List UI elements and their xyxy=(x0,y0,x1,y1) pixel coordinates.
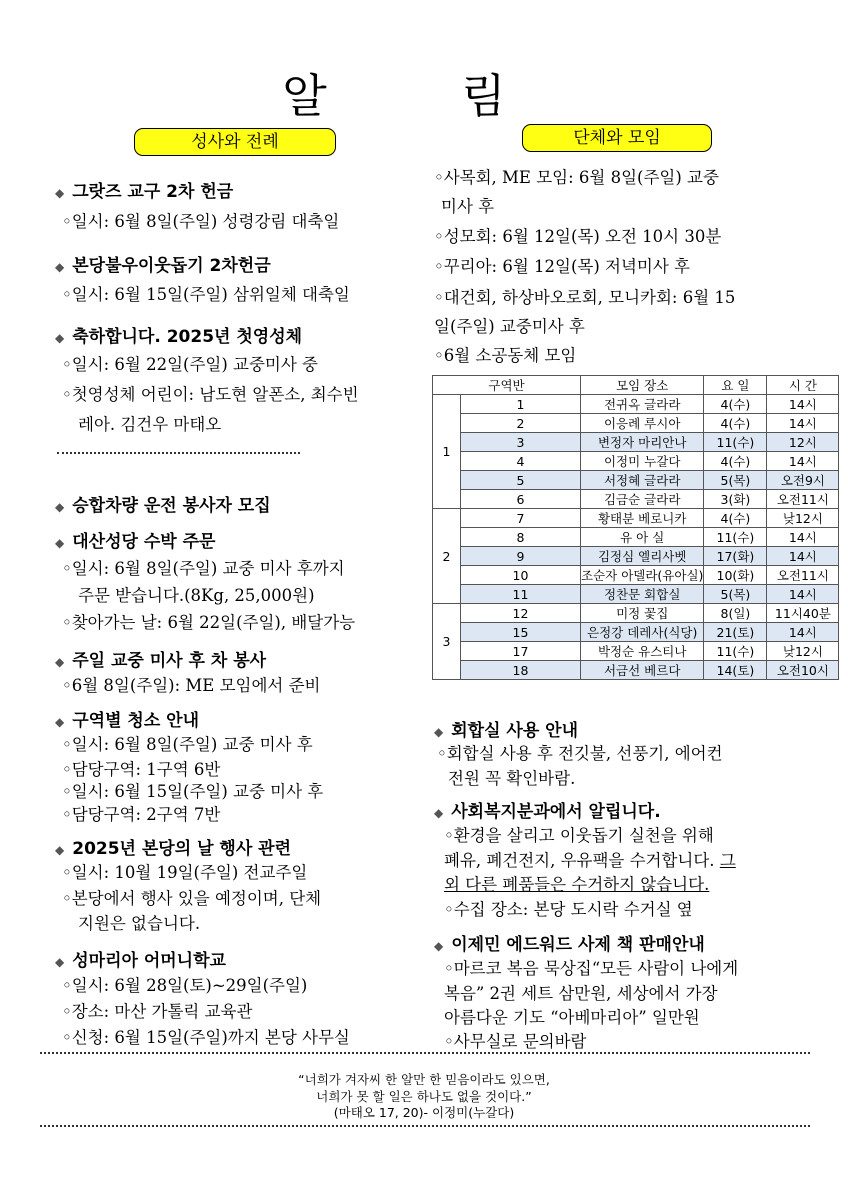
table-cell: 유 아 실 xyxy=(581,528,704,547)
quote-citation: (마태오 17, 20)- 이정미(누갈다) xyxy=(333,1105,515,1120)
table-cell: 오전9시 xyxy=(767,471,839,490)
section-label-groups: 단체와 모임 xyxy=(522,124,712,152)
table-cell: 전귀옥 글라라 xyxy=(581,395,704,414)
text-line: ◦일시: 6월 8일(주일) 교중 미사 후 xyxy=(62,735,313,754)
table-cell: 5 xyxy=(461,471,581,490)
table-cell: 5(목) xyxy=(704,471,767,490)
text-line: 일(주일) 교중미사 후 xyxy=(434,317,585,336)
text-line: ◦사목회, ME 모임: 6월 8일(주일) 교중 xyxy=(434,168,719,187)
table-cell: 오전11시 xyxy=(767,490,839,509)
table-row xyxy=(433,471,839,490)
table-cell: 15 xyxy=(461,623,581,642)
table-cell: 오전11시 xyxy=(767,566,839,585)
text-line: ◦첫영성체 어린이: 남도현 알폰소, 최수빈 xyxy=(62,385,359,404)
text-line: 아름다운 기도 “아베마리아” 일만원 xyxy=(444,1008,700,1027)
table-header-cell: 구역반 xyxy=(433,376,581,395)
table-cell: 14시 xyxy=(767,452,839,471)
text-line: ◦수집 장소: 본당 도시락 수거실 옆 xyxy=(444,900,693,919)
section-label-liturgy: 성사와 전례 xyxy=(134,128,336,156)
table-cell: 낮12시 xyxy=(767,509,839,528)
arrow-bullet-icon: ◆ xyxy=(55,715,65,729)
table-cell: 10(화) xyxy=(704,566,767,585)
table-cell: 3 xyxy=(461,433,581,452)
text-line: ◦일시: 10월 19일(주일) 전교주일 xyxy=(62,863,308,882)
table-row xyxy=(433,528,839,547)
text-line: 폐유, 폐건전지, 우유팩을 수거합니다. 그 xyxy=(444,851,736,870)
arrow-bullet-icon: ◆ xyxy=(55,500,65,514)
table-cell: 10 xyxy=(461,566,581,585)
text-line: ◦꾸리아: 6월 12일(목) 저녁미사 후 xyxy=(434,257,690,276)
heading-meeting-room: ◆ 회합실 사용 안내 xyxy=(434,721,579,741)
quote-line-1: “너희가 겨자씨 한 알만 한 믿음이라도 있으면, xyxy=(298,1072,550,1087)
text-line: ◦장소: 마산 가톨릭 교육관 xyxy=(62,1002,253,1021)
table-cell: 18 xyxy=(461,661,581,680)
table-cell: 5(목) xyxy=(704,585,767,604)
heading-watermelon-order: ◆ 대산성당 수박 주문 xyxy=(55,532,216,552)
text-line: 전원 꼭 확인바람. xyxy=(448,769,576,788)
dotted-divider-bottom xyxy=(40,1125,810,1127)
table-cell: 12시 xyxy=(767,433,839,452)
text-line: ◦6월 소공동체 모임 xyxy=(434,346,577,365)
text-line: ◦환경을 살리고 이웃돕기 실천을 위해 xyxy=(444,826,714,845)
table-row xyxy=(433,661,839,680)
page-title: 알 림 xyxy=(282,69,566,123)
heading-cleaning: ◆ 구역별 청소 안내 xyxy=(55,711,200,731)
table-cell: 14시 xyxy=(767,585,839,604)
table-row xyxy=(433,452,839,471)
arrow-bullet-icon: ◆ xyxy=(434,806,444,820)
table-cell: 김금순 글라라 xyxy=(581,490,704,509)
text-line: ◦일시: 6월 8일(주일) 교중 미사 후까지 xyxy=(62,559,345,578)
table-cell: 14시 xyxy=(767,623,839,642)
text-line: ◦6월 8일(주일): ME 모임에서 준비 xyxy=(62,676,321,695)
table-cell: 김정심 엘리사벳 xyxy=(581,547,704,566)
text-line: 주문 받습니다.(8Kg, 25,000원) xyxy=(78,586,315,605)
table-cell: 이정미 누갈다 xyxy=(581,452,704,471)
small-community-schedule-table xyxy=(432,375,839,680)
text-line: ◦일시: 6월 28일(토)~29일(주일) xyxy=(62,976,308,995)
text-line: 미사 후 xyxy=(441,197,495,216)
text-line: ◦사무실로 문의바람 xyxy=(444,1032,587,1051)
heading-tea-service: ◆ 주일 교중 미사 후 차 봉사 xyxy=(55,651,267,671)
table-cell: 조순자 아델라(유아실) xyxy=(581,566,704,585)
table-row xyxy=(433,395,839,414)
table-cell: 14시 xyxy=(767,414,839,433)
heading-diocese-collection: ◆ 그랏즈 교구 2차 헌금 xyxy=(55,182,234,202)
table-cell: 1 xyxy=(461,395,581,414)
dotted-divider xyxy=(57,452,300,454)
table-cell: 4(수) xyxy=(704,414,767,433)
text-line: ◦마르코 복음 묵상집“모든 사람이 나에게 xyxy=(444,959,739,978)
arrow-bullet-icon: ◆ xyxy=(434,725,444,739)
text-line: ◦찾아가는 날: 6월 22일(주일), 배달가능 xyxy=(62,613,356,632)
table-cell: 미정 꽃집 xyxy=(581,604,704,623)
table-cell: 21(토) xyxy=(704,623,767,642)
table-cell: 낮12시 xyxy=(767,642,839,661)
table-cell: 3(화) xyxy=(704,490,767,509)
arrow-bullet-icon: ◆ xyxy=(55,536,65,550)
arrow-bullet-icon: ◆ xyxy=(55,655,65,669)
arrow-bullet-icon: ◆ xyxy=(55,186,65,200)
text-line: ◦일시: 6월 8일(주일) 성령강림 대축일 xyxy=(62,212,340,231)
table-cell: 이응례 루시아 xyxy=(581,414,704,433)
table-cell: 8(일) xyxy=(704,604,767,623)
table-row xyxy=(433,414,839,433)
table-cell: 4(수) xyxy=(704,509,767,528)
table-cell: 4(수) xyxy=(704,395,767,414)
table-row xyxy=(433,585,839,604)
table-cell: 4(수) xyxy=(704,452,767,471)
table-header-row xyxy=(433,376,839,395)
table-cell: 2 xyxy=(461,414,581,433)
zone-cell: 2 xyxy=(433,509,461,604)
text-line: ◦담당구역: 2구역 7반 xyxy=(62,805,221,824)
text-line: ◦대건회, 하상바오로회, 모니카회: 6월 15 xyxy=(434,288,736,307)
text-line: ◦일시: 6월 15일(주일) 삼위일체 대축일 xyxy=(62,285,350,304)
zone-cell: 3 xyxy=(433,604,461,680)
table-cell: 14시 xyxy=(767,528,839,547)
table-row xyxy=(433,642,839,661)
table-cell: 은정강 데레사(식당) xyxy=(581,623,704,642)
table-cell: 8 xyxy=(461,528,581,547)
arrow-bullet-icon: ◆ xyxy=(55,955,65,969)
text-line: 레아. 김건우 마태오 xyxy=(78,415,222,434)
table-row xyxy=(433,490,839,509)
table-cell: 서금선 베르다 xyxy=(581,661,704,680)
table-header-cell: 시 간 xyxy=(767,376,839,395)
quote-line-2: 너희가 못 할 일은 하나도 없을 것이다.” xyxy=(316,1089,532,1104)
table-cell: 11시40분 xyxy=(767,604,839,623)
table-cell: 17 xyxy=(461,642,581,661)
table-cell: 변정자 마리안나 xyxy=(581,433,704,452)
text-line: ◦회합실 사용 후 전깃불, 선풍기, 에어컨 xyxy=(437,744,723,763)
heading-first-communion: ◆ 축하합니다. 2025년 첫영성체 xyxy=(55,327,303,347)
heading-driver-volunteers: ◆ 승합차량 운전 봉사자 모집 xyxy=(55,496,271,516)
arrow-bullet-icon: ◆ xyxy=(434,939,444,953)
table-row xyxy=(433,509,839,528)
table-cell: 14시 xyxy=(767,547,839,566)
table-row xyxy=(433,604,839,623)
table-cell: 황태분 베로니카 xyxy=(581,509,704,528)
table-cell: 11(수) xyxy=(704,528,767,547)
heading-book-sale: ◆ 이제민 에드워드 사제 책 판매안내 xyxy=(434,935,705,955)
heading-parish-day: ◆ 2025년 본당의 날 행사 관련 xyxy=(55,839,292,859)
table-header-cell: 모임 장소 xyxy=(581,376,704,395)
zone-cell: 1 xyxy=(433,395,461,509)
text-line-underlined: 외 다른 폐품들은 수거하지 않습니다. xyxy=(444,875,710,894)
table-cell: 11(수) xyxy=(704,642,767,661)
table-cell: 11(수) xyxy=(704,433,767,452)
table-cell: 9 xyxy=(461,547,581,566)
text-line: 복음” 2권 세트 삼만원, 세상에서 가장 xyxy=(444,984,718,1003)
text-line: ◦신청: 6월 15일(주일)까지 본당 사무실 xyxy=(62,1028,350,1047)
text-line: ◦담당구역: 1구역 6반 xyxy=(62,760,221,779)
table-cell: 14시 xyxy=(767,395,839,414)
text-line: ◦일시: 6월 22일(주일) 교중미사 중 xyxy=(62,355,318,374)
text-line: ◦일시: 6월 15일(주일) 교중 미사 후 xyxy=(62,782,324,801)
arrow-bullet-icon: ◆ xyxy=(55,843,65,857)
heading-mothers-school: ◆ 성마리아 어머니학교 xyxy=(55,951,226,971)
table-cell: 정찬문 회합실 xyxy=(581,585,704,604)
table-cell: 서정혜 글라라 xyxy=(581,471,704,490)
table-cell: 박정순 유스티나 xyxy=(581,642,704,661)
table-cell: 12 xyxy=(461,604,581,623)
table-cell: 17(화) xyxy=(704,547,767,566)
table-cell: 4 xyxy=(461,452,581,471)
table-cell: 7 xyxy=(461,509,581,528)
table-cell: 6 xyxy=(461,490,581,509)
text-line: ◦본당에서 행사 있을 예정이며, 단체 xyxy=(62,889,322,908)
table-cell: 11 xyxy=(461,585,581,604)
table-header-cell: 요 일 xyxy=(704,376,767,395)
text-line: 지원은 없습니다. xyxy=(78,914,201,933)
heading-social-welfare: ◆ 사회복지분과에서 알립니다. xyxy=(434,802,661,822)
arrow-bullet-icon: ◆ xyxy=(55,260,65,274)
text-line: ◦성모회: 6월 12일(목) 오전 10시 30분 xyxy=(434,227,722,246)
heading-charity-collection: ◆ 본당불우이웃돕기 2차헌금 xyxy=(55,256,271,276)
table-cell: 14(토) xyxy=(704,661,767,680)
table-row xyxy=(433,623,839,642)
table-row xyxy=(433,547,839,566)
arrow-bullet-icon: ◆ xyxy=(55,331,65,345)
table-row xyxy=(433,433,839,452)
table-row xyxy=(433,566,839,585)
table-cell: 오전10시 xyxy=(767,661,839,680)
dotted-divider-top xyxy=(40,1052,810,1054)
